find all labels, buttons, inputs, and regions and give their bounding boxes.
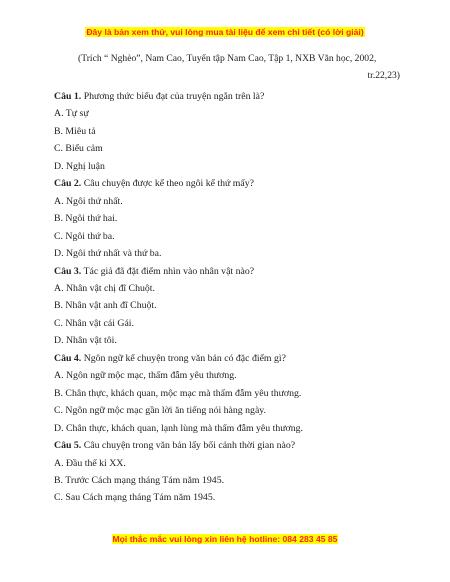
question-1	[54, 88, 400, 105]
question-label: Câu 4.	[54, 352, 82, 364]
question-text: Tác giả đã đặt điểm nhìn vào nhân vật nào?	[83, 265, 255, 277]
question-block	[54, 350, 400, 437]
answer-option: C. Biểu cảm	[54, 143, 103, 155]
question-text: Phương thức biểu đạt của truyện ngắn trên là?	[83, 91, 265, 102]
question-label: Câu 3.	[54, 265, 82, 277]
question-block	[54, 437, 400, 507]
question-5	[54, 437, 400, 454]
question-4	[54, 350, 400, 367]
answer-option: B. Miêu tả	[54, 125, 96, 137]
citation-line-2: tr.22,23)	[367, 70, 400, 81]
answer-option: B. Chân thực, khách quan, mộc mạc mà thấm đẫm yêu thương.	[54, 387, 302, 399]
answer-option: C. Nhân vật cái Gái.	[54, 317, 134, 329]
question-block	[54, 88, 400, 175]
answer-list	[54, 367, 400, 437]
answer-list	[54, 105, 400, 175]
preview-notice-text: Đây là bản xem thử, vui lòng mua tài liệu để xem chi tiết (có lời giải)	[86, 27, 364, 37]
answer-option: D. Nghị luận	[54, 160, 105, 172]
hotline-banner	[0, 534, 450, 545]
answer-option: D. Chân thực, khách quan, lạnh lùng mà thấm đẫm yêu thương.	[54, 422, 303, 434]
answer-option: A. Đầu thế kỉ XX.	[54, 457, 126, 469]
question-label: Câu 5.	[54, 440, 82, 452]
citation-line-1: (Trích “ Nghèo”, Nam Cao, Tuyển tập Nam Cao, Tập 1, NXB Văn học, 2002,	[78, 53, 377, 64]
question-2	[54, 175, 400, 192]
answer-option: A. Ngôn ngữ mộc mạc, thấm đẫm yêu thương.	[54, 370, 237, 382]
question-label: Câu 2.	[54, 178, 82, 190]
answer-option: A. Nhân vật chị đĩ Chuột.	[54, 282, 155, 294]
answer-option: A. Ngôi thứ nhất.	[54, 195, 123, 207]
answer-option: A. Tự sự	[54, 108, 89, 120]
answer-list	[54, 193, 400, 263]
question-3	[54, 263, 400, 280]
answer-list	[54, 455, 400, 507]
preview-notice-banner	[0, 27, 450, 38]
question-label: Câu 1.	[54, 91, 82, 102]
question-text: Câu chuyện được kể theo ngôi kể thứ mấy?	[83, 178, 255, 190]
answer-option: C. Ngôn ngữ mộc mạc gần lời ăn tiếng nói hàng ngày.	[54, 405, 267, 417]
question-block	[54, 263, 400, 350]
answer-option: C. Sau Cách mạng tháng Tám năm 1945.	[54, 492, 216, 504]
answer-option: B. Ngôi thứ hai.	[54, 213, 118, 225]
answer-option: D. Ngôi thứ nhất và thứ ba.	[54, 248, 162, 260]
answer-option: B. Trước Cách mạng tháng Tám năm 1945.	[54, 474, 225, 486]
document-body	[54, 50, 400, 507]
citation	[54, 50, 400, 84]
question-text: Câu chuyện trong văn bản lấy bối cảnh thời gian nào?	[83, 440, 296, 452]
answer-option: C. Ngôi thứ ba.	[54, 230, 115, 242]
question-block	[54, 175, 400, 262]
answer-option: D. Nhân vật tôi.	[54, 335, 117, 347]
answer-option: B. Nhân vật anh đĩ Chuột.	[54, 300, 157, 312]
question-text: Ngôn ngữ kể chuyện trong văn bản có đặc điểm gì?	[83, 352, 286, 364]
answer-list	[54, 280, 400, 350]
hotline-text: Mọi thắc mắc vui lòng xin liên hệ hotline: 084 283 45 85	[112, 534, 338, 544]
